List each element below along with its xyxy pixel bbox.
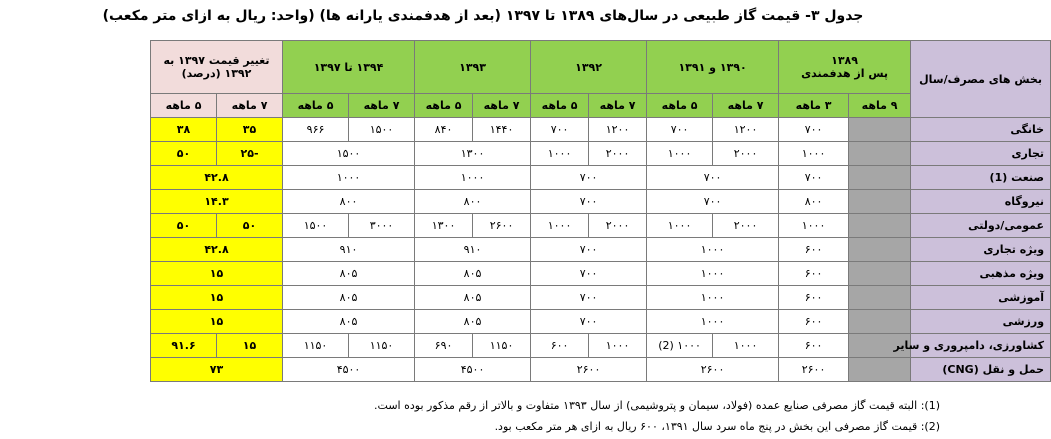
value-cell: ۲۶۰۰ [647, 358, 779, 382]
value-cell: ۱۰۰۰ [647, 214, 713, 238]
value-cell: ۴۵۰۰ [283, 358, 415, 382]
value-cell: ۱۰۰۰ [779, 142, 849, 166]
table-row [31, 262, 1051, 286]
value-cell: ۱۲۰۰ [589, 118, 647, 142]
header-1390-91: ۱۳۹۰ و ۱۳۹۱ [647, 41, 779, 94]
value-cell: ۶۰۰ [779, 334, 849, 358]
change-cell: -۲۵ [217, 142, 283, 166]
header-1389-sub: پس از هدفمندی [801, 67, 889, 80]
value-cell: ۱۰۰۰ [283, 166, 415, 190]
empty-cell [849, 118, 911, 142]
change-cell: ۴۲.۸ [151, 238, 283, 262]
header-3-month: ۳ ماهه [779, 94, 849, 118]
value-cell: ۱۰۰۰ [647, 310, 779, 334]
value-cell: ۷۰۰ [531, 190, 647, 214]
change-cell: ۱۵ [217, 334, 283, 358]
empty-cell [849, 286, 911, 310]
value-cell: ۸۰۰ [283, 190, 415, 214]
value-cell: ۲۰۰۰ [589, 214, 647, 238]
header-row-years [31, 41, 1051, 94]
change-cell: ۴۲.۸ [151, 166, 283, 190]
header-5-month: ۵ ماهه [283, 94, 349, 118]
sector-label: حمل و نقل (CNG) [911, 358, 1051, 382]
table-row [31, 142, 1051, 166]
change-cell: ۵۰ [151, 142, 217, 166]
value-cell: ۹۱۰ [283, 238, 415, 262]
value-cell: ۱۵۰۰ [349, 118, 415, 142]
sector-label: صنعت (1) [911, 166, 1051, 190]
value-cell: ۷۰۰ [647, 118, 713, 142]
change-cell: ۵۰ [217, 214, 283, 238]
value-cell: ۸۰۵ [415, 310, 531, 334]
value-cell: ۸۰۰ [415, 190, 531, 214]
sector-label: ویژه تجاری [911, 238, 1051, 262]
value-cell: ۲۶۰۰ [779, 358, 849, 382]
value-cell: ۴۵۰۰ [415, 358, 531, 382]
value-cell: ۹۱۰ [415, 238, 531, 262]
value-cell: ۶۰۰ [779, 286, 849, 310]
change-cell: ۳۵ [217, 118, 283, 142]
value-cell: ۷۰۰ [647, 190, 779, 214]
value-cell: ۷۰۰ [531, 118, 589, 142]
header-7-month: ۷ ماهه [713, 94, 779, 118]
header-1394-97: ۱۳۹۴ تا ۱۳۹۷ [283, 41, 415, 94]
value-cell: ۷۰۰ [779, 166, 849, 190]
change-cell: ۱۵ [151, 262, 283, 286]
table-row [31, 310, 1051, 334]
value-cell: ۱۲۰۰ [713, 118, 779, 142]
empty-cell [849, 214, 911, 238]
value-cell: ۶۰۰ [779, 262, 849, 286]
value-cell: ۷۰۰ [531, 262, 647, 286]
table-row [31, 166, 1051, 190]
value-cell: ۱۱۵۰ [349, 334, 415, 358]
value-cell: ۷۰۰ [779, 118, 849, 142]
value-cell: ۲۶۰۰ [531, 358, 647, 382]
value-cell: ۸۰۵ [283, 262, 415, 286]
value-cell: ۷۰۰ [531, 238, 647, 262]
empty-cell [849, 190, 911, 214]
value-cell: ۱۳۰۰ [415, 214, 473, 238]
value-cell: ۶۰۰ [779, 238, 849, 262]
table-row [31, 190, 1051, 214]
value-cell: ۸۴۰ [415, 118, 473, 142]
value-cell: ۱۰۰۰ [779, 214, 849, 238]
sector-label: خانگی [911, 118, 1051, 142]
empty-cell [849, 238, 911, 262]
value-cell: ۱۳۰۰ [415, 142, 531, 166]
header-5-month: ۵ ماهه [531, 94, 589, 118]
header-7-month: ۷ ماهه [589, 94, 647, 118]
header-5-month: ۵ ماهه [647, 94, 713, 118]
value-cell: ۱۰۰۰ [647, 142, 713, 166]
value-cell: ۱۴۴۰ [473, 118, 531, 142]
sector-label: تجاری [911, 142, 1051, 166]
header-row-months [31, 94, 1051, 118]
table-row [31, 334, 1051, 358]
table-row [31, 238, 1051, 262]
footnote-1: (1): البته قیمت گاز مصرفی صنایع عمده (فولاد، سیمان و پتروشیمی) از سال ۱۳۹۳ متفاوت و بالاتر از رقم مذکور بوده است. [374, 399, 940, 412]
header-sector: بخش های مصرف/سال [911, 41, 1051, 118]
value-cell: ۲۰۰۰ [713, 214, 779, 238]
value-cell: ۱۰۰۰ [531, 214, 589, 238]
value-cell: ۱۰۰۰ [531, 142, 589, 166]
value-cell: ۸۰۵ [415, 286, 531, 310]
value-cell: ۲۰۰۰ [589, 142, 647, 166]
table-row [31, 286, 1051, 310]
value-cell: ۱۰۰۰ [415, 166, 531, 190]
value-cell: ۱۱۵۰ [473, 334, 531, 358]
sector-label: ویژه مذهبی [911, 262, 1051, 286]
header-7-month: ۷ ماهه [473, 94, 531, 118]
header-9-month: ۹ ماهه [849, 94, 911, 118]
change-cell: ۹۱.۶ [151, 334, 217, 358]
value-cell: ۱۵۰۰ [283, 142, 415, 166]
header-1389-year: ۱۳۸۹ [831, 54, 858, 67]
table-row [31, 118, 1051, 142]
value-cell: ۱۰۰۰ [647, 262, 779, 286]
value-cell: ۸۰۵ [283, 286, 415, 310]
header-7-month: ۷ ماهه [349, 94, 415, 118]
empty-cell [849, 310, 911, 334]
header-5-month: ۵ ماهه [151, 94, 217, 118]
value-cell: ۱۰۰۰ (2) [647, 334, 713, 358]
header-change [151, 41, 283, 94]
sector-label: کشاورزی، دامپروری و سایر [911, 334, 1051, 358]
value-cell: ۱۰۰۰ [713, 334, 779, 358]
sector-label: ورزشی [911, 310, 1051, 334]
footnote-2: (2): قیمت گاز مصرفی این بخش در پنج ماه سرد سال ۱۳۹۱، ۶۰۰ ریال به ازای هر متر مکعب بود. [494, 420, 940, 433]
value-cell: ۹۶۶ [283, 118, 349, 142]
header-1393: ۱۳۹۳ [415, 41, 531, 94]
value-cell: ۱۰۰۰ [647, 286, 779, 310]
value-cell: ۱۰۰۰ [589, 334, 647, 358]
header-1392: ۱۳۹۲ [531, 41, 647, 94]
change-cell: ۱۵ [151, 286, 283, 310]
header-change-line1: تغییر قیمت ۱۳۹۷ به [163, 54, 270, 67]
value-cell: ۷۰۰ [531, 286, 647, 310]
value-cell: ۱۰۰۰ [647, 238, 779, 262]
change-cell: ۷۳ [151, 358, 283, 382]
empty-cell [849, 166, 911, 190]
value-cell: ۸۰۵ [283, 310, 415, 334]
sector-label: آموزشی [911, 286, 1051, 310]
header-7-month: ۷ ماهه [217, 94, 283, 118]
value-cell: ۷۰۰ [531, 166, 647, 190]
value-cell: ۶۰۰ [531, 334, 589, 358]
value-cell: ۸۰۵ [415, 262, 531, 286]
value-cell: ۷۰۰ [647, 166, 779, 190]
value-cell: ۳۰۰۰ [349, 214, 415, 238]
sector-label: عمومی/دولتی [911, 214, 1051, 238]
value-cell: ۶۰۰ [779, 310, 849, 334]
sector-label: نیروگاه [911, 190, 1051, 214]
value-cell: ۸۰۰ [779, 190, 849, 214]
value-cell: ۷۰۰ [531, 310, 647, 334]
change-cell: ۵۰ [151, 214, 217, 238]
value-cell: ۱۵۰۰ [283, 214, 349, 238]
header-change-line2: ۱۳۹۲ (درصد) [181, 67, 252, 80]
gas-price-table [30, 40, 1051, 382]
empty-cell [849, 262, 911, 286]
value-cell: ۱۱۵۰ [283, 334, 349, 358]
value-cell: ۶۹۰ [415, 334, 473, 358]
change-cell: ۳۸ [151, 118, 217, 142]
empty-cell [849, 358, 911, 382]
header-5-month: ۵ ماهه [415, 94, 473, 118]
table-title: جدول ۳- قیمت گاز طبیعی در سال‌های ۱۳۸۹ تا ۱۳۹۷ (بعد از هدفمندی یارانه ها) (واحد: ریال به ازای متر مکعب) [102, 8, 864, 24]
header-1389 [779, 41, 911, 94]
change-cell: ۱۵ [151, 310, 283, 334]
value-cell: ۲۶۰۰ [473, 214, 531, 238]
table-row [31, 214, 1051, 238]
table-row [31, 358, 1051, 382]
empty-cell [849, 142, 911, 166]
value-cell: ۲۰۰۰ [713, 142, 779, 166]
change-cell: ۱۴.۳ [151, 190, 283, 214]
